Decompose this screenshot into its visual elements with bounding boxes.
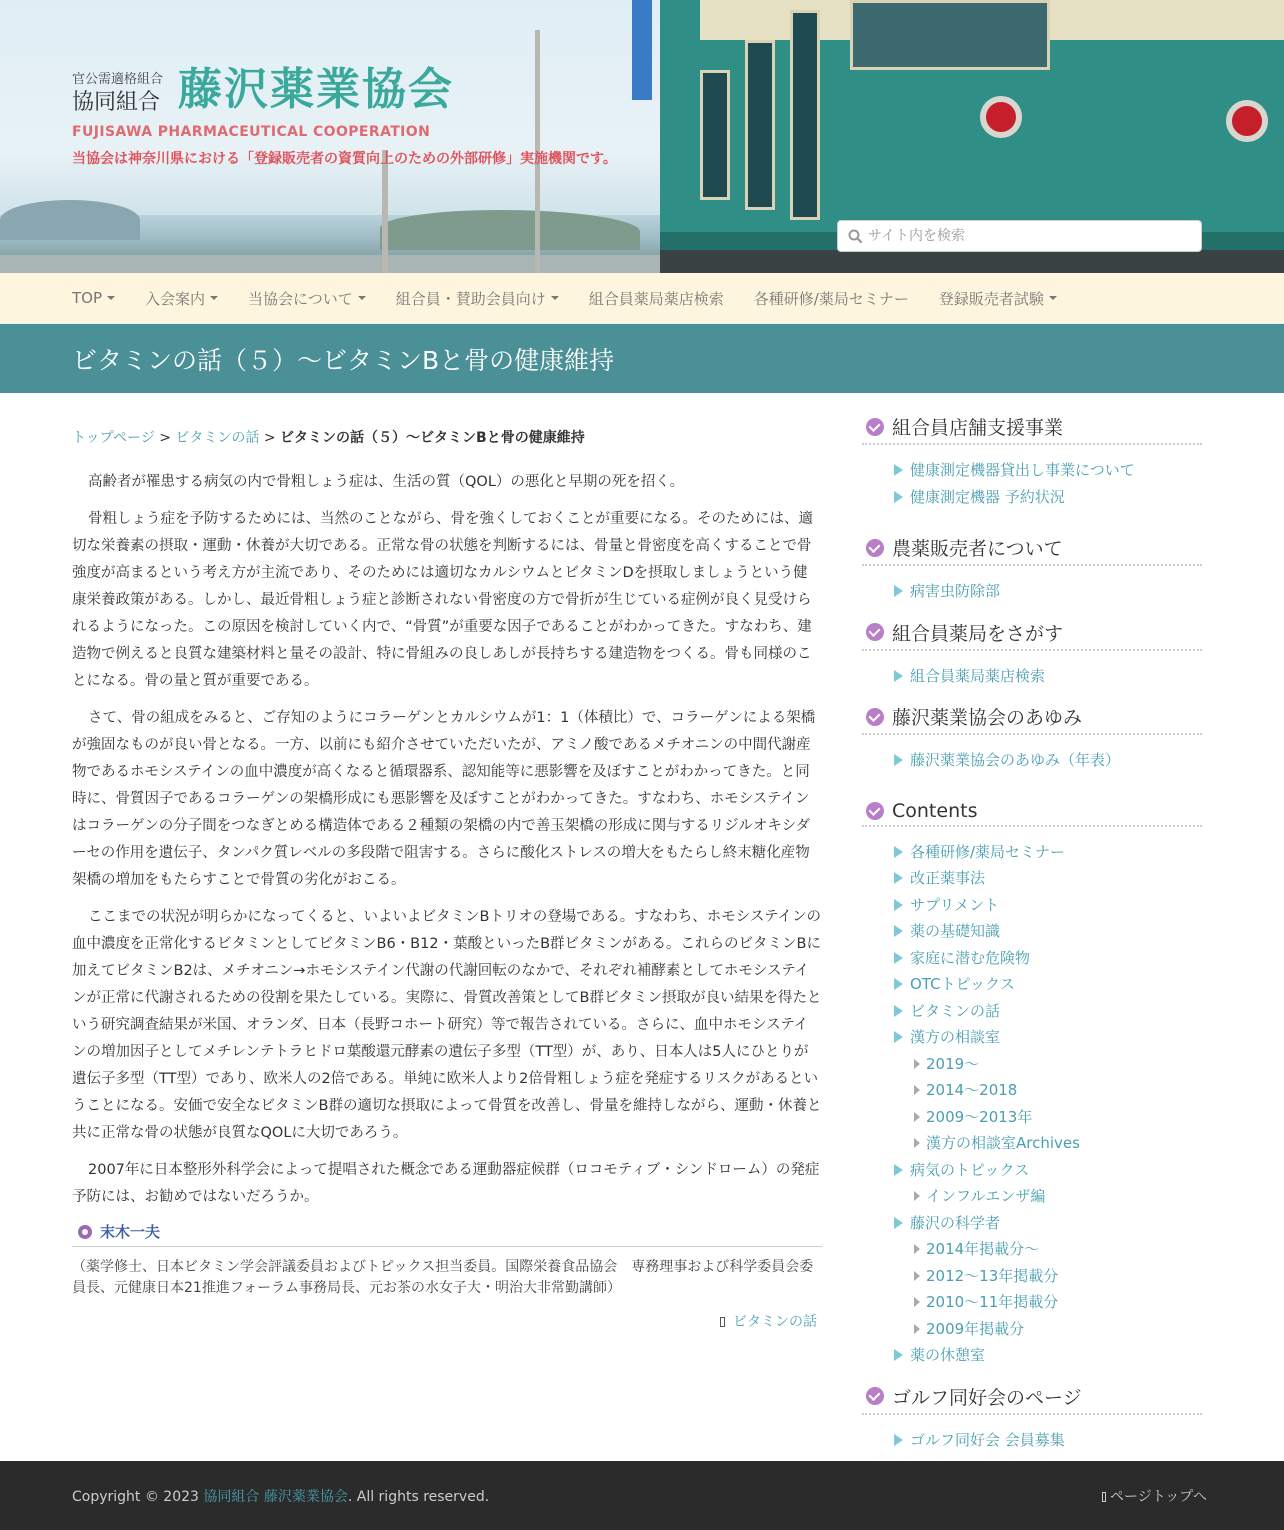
sidebar-link-label: 病気のトピックス	[910, 1160, 1030, 1179]
nav-item-label: TOP	[72, 289, 103, 307]
check-circle-icon	[866, 1387, 884, 1405]
triangle-right-icon	[894, 952, 903, 964]
copyright-prefix: Copyright © 2023	[72, 1488, 199, 1505]
author-name: 末木一夫	[100, 1223, 161, 1241]
header-photo-train-lamp	[1226, 100, 1268, 142]
sidebar-link[interactable]	[894, 865, 1202, 892]
sidebar-link-label: 薬の休憩室	[910, 1346, 986, 1364]
sidebar-link-label: 家庭に潜む危険物	[910, 948, 1031, 967]
author-heading	[72, 1221, 822, 1247]
header-photo-train-windshield	[850, 0, 1050, 70]
widget-title-text: Contents	[892, 799, 978, 822]
article-paragraph: 2007年に日本整形外科学会によって提唱された概念である運動器症候群（ロコモティブ・シンドローム）の発症予防には、お勧めではないだろうか。	[72, 1162, 820, 1205]
logo-org-type: 協同組合	[72, 90, 161, 115]
nav-item-label: 当協会について	[248, 289, 353, 308]
breadcrumb-home-link[interactable]: トップページ	[72, 430, 155, 446]
nav-item-top[interactable]	[72, 289, 115, 307]
widget-title-text: ゴルフ同好会のページ	[892, 1386, 1082, 1409]
category-link[interactable]: ビタミンの話	[733, 1314, 817, 1330]
sidebar-link[interactable]	[894, 1210, 1202, 1237]
triangle-right-icon	[894, 585, 903, 597]
site-header	[0, 0, 1284, 273]
nav-item-exam[interactable]	[939, 288, 1057, 309]
triangle-right-icon	[894, 1217, 903, 1229]
nav-item-label: 組合員・賛助会員向け	[395, 289, 546, 308]
sidebar-sublist	[894, 1236, 1202, 1342]
sidebar-sublink[interactable]	[914, 1183, 1045, 1210]
widget-title	[862, 619, 1202, 651]
sidebar-link-label: 組合員薬局薬店検索	[910, 666, 1046, 685]
widget-title	[862, 703, 1202, 735]
triangle-right-icon	[894, 1005, 903, 1017]
sidebar-widget	[862, 534, 1202, 605]
caret-down-icon	[1049, 296, 1057, 300]
sidebar-link[interactable]	[894, 457, 1202, 484]
header-photo-hill	[380, 210, 640, 250]
logo-english-name: FUJISAWA PHARMACEUTICAL COOPERATION	[72, 124, 431, 140]
sidebar-link-label: ビタミンの話	[910, 1001, 1001, 1020]
sidebar-link[interactable]	[894, 998, 1202, 1025]
page-title-band	[0, 324, 1284, 393]
triangle-right-icon	[894, 846, 903, 858]
sidebar-link-label: 健康測定機器 予約状況	[910, 487, 1065, 506]
nav-item-label: 入会案内	[145, 289, 206, 308]
widget-title	[862, 1383, 1202, 1415]
sidebar-link-label: 2010〜11年掲載分	[926, 1293, 1059, 1311]
sidebar-link[interactable]	[894, 1157, 1202, 1184]
caret-down-icon	[107, 296, 115, 300]
sidebar-widget	[862, 703, 1202, 774]
header-photo-sign	[632, 0, 652, 100]
article-paragraph: 高齢者が罹患する病気の内で骨粗しょう症は、生活の質（QOL）の悪化と早期の死を招く。	[88, 474, 685, 490]
triangle-right-icon	[894, 978, 903, 990]
widget-title-text: 農薬販売者について	[892, 538, 1063, 560]
triangle-right-icon	[894, 872, 903, 884]
widget-title-text: 組合員薬局をさがす	[892, 622, 1064, 645]
sidebar-link-label: ゴルフ同好会 会員募集	[910, 1430, 1065, 1449]
article	[72, 427, 822, 1331]
site-footer	[0, 1461, 1284, 1530]
sidebar	[862, 413, 1202, 1467]
nav-item-pharmacy-search[interactable]	[589, 288, 724, 309]
sidebar-sublink[interactable]	[914, 1104, 1080, 1131]
sidebar-link[interactable]	[894, 971, 1202, 998]
triangle-right-icon	[894, 899, 903, 911]
sidebar-link-label: 2014年掲載分〜	[926, 1240, 1040, 1258]
triangle-right-icon	[894, 464, 903, 476]
sidebar-link[interactable]	[894, 918, 1202, 945]
caret-down-icon	[551, 296, 559, 300]
sidebar-sublink[interactable]	[914, 1263, 1058, 1290]
triangle-right-icon	[914, 1138, 920, 1148]
author-description: （薬学修士、日本ビタミン学会評議委員およびトピックス担当委員。国際栄養食品協会 専務理事および科学委員会委員長、元健康日本21推進フォーラム事務局長、元お茶の水女子大・明治大非常勤講師）	[72, 1259, 814, 1296]
sidebar-link-label: 漢方の相談室Archives	[926, 1134, 1080, 1152]
sidebar-sublink[interactable]	[914, 1289, 1058, 1316]
triangle-right-icon	[914, 1112, 920, 1122]
triangle-right-icon	[894, 1031, 903, 1043]
sidebar-link-label: 病害虫防除部	[910, 582, 1001, 600]
sidebar-sublist	[894, 1051, 1202, 1157]
sidebar-link[interactable]	[894, 484, 1202, 511]
sidebar-link-label: 2019〜	[926, 1054, 980, 1073]
page-top-link[interactable]	[1102, 1486, 1212, 1506]
sidebar-widget	[862, 619, 1202, 690]
widget-title-text: 藤沢薬業協会のあゆみ	[892, 707, 1083, 729]
nav-item-seminars[interactable]	[754, 288, 909, 309]
page-top-label: ページトップへ	[1109, 1488, 1207, 1505]
sidebar-sublink[interactable]	[914, 1051, 1080, 1078]
footer-org-link[interactable]: 協同組合 藤沢薬業協会	[203, 1488, 348, 1505]
site-logo[interactable]	[72, 64, 454, 140]
site-search[interactable]	[837, 220, 1202, 252]
header-photo-road	[0, 255, 760, 273]
caret-down-icon	[358, 296, 366, 300]
header-photo-train-lamp	[980, 96, 1022, 138]
sidebar-link-label: インフルエンザ編	[926, 1187, 1046, 1205]
search-input[interactable]	[868, 221, 1198, 251]
caret-down-icon	[210, 296, 218, 300]
triangle-right-icon	[894, 1349, 903, 1361]
search-icon	[848, 229, 862, 243]
breadcrumb-separator: >	[159, 430, 171, 446]
header-photo-pole	[382, 150, 388, 273]
nav-item-membership[interactable]	[145, 288, 218, 309]
widget-title-text: 組合員店舗支援事業	[892, 417, 1064, 439]
widget-title	[862, 534, 1202, 566]
sidebar-link-label: サプリメント	[910, 895, 1000, 914]
article-category	[72, 1311, 822, 1331]
article-paragraph: ここまでの状況が明らかになってくると、いよいよビタミンBトリオの登場である。すなわち、ホモシステインの血中濃度を正常化するビタミンとしてビタミンB6・B12・葉酸といったB群ビタミンがある。これらのビタミンBに加えてビタミンB2は、メチオニン→ホモシステイン代謝の代謝回転のなかで、それぞれ補酵素としてホモシステインが正常に代謝されるための役割を果たしている。実際に、骨質改善策としてB群ビタミン摂取が良い結果を得たという研究調査結果が米国、オランダ、日本（長野コホート研究）等で報告されている。さらに、血中ホモシステインの増加因子としてメチレンテトラヒドロ葉酸還元酵素の遺伝子多型（TT型）が、あり、日本人は5人にひとりが遺伝子多型（TT型）であり、欧米人の2倍である。単純に欧米人より2倍骨粗しょう症を発症するリスクがあるということになる。安価で安全なビタミンB群の適切な摂取によって骨質を改善し、骨量を維持しながら、運動・休養と共に正常な骨の状態が良質なQOLに大切であろう。	[72, 909, 822, 1141]
sidebar-link[interactable]	[894, 578, 1202, 605]
folder-icon	[720, 1317, 725, 1327]
triangle-right-icon	[894, 754, 903, 766]
check-circle-icon	[866, 418, 884, 436]
sidebar-widget	[862, 413, 1202, 510]
breadcrumb-category-link[interactable]: ビタミンの話	[175, 430, 260, 446]
check-circle-icon	[866, 539, 884, 557]
triangle-right-icon	[894, 1434, 903, 1446]
copyright-suffix: . All rights reserved.	[347, 1488, 490, 1505]
check-circle-icon	[866, 623, 884, 641]
sidebar-sublink[interactable]	[914, 1236, 1058, 1263]
nav-item-members[interactable]	[396, 288, 559, 309]
check-circle-icon	[866, 708, 884, 726]
nav-item-label: 組合員薬局薬店検索	[588, 289, 724, 308]
copyright	[72, 1486, 489, 1506]
sidebar-link[interactable]	[894, 747, 1202, 774]
sidebar-link-label: 2009年掲載分	[926, 1319, 1025, 1338]
widget-title	[862, 800, 1202, 827]
article-paragraph: 骨粗しょう症を予防するためには、当然のことながら、骨を強くしておくことが重要になる。そのためには、適切な栄養素の摂取・運動・休養が大切である。正常な骨の状態を判断するには、骨量と骨密度を高くすることで骨強度が高まるという考え方が主流であり、そのためには適切なカルシウムとビタミンDを摂取しましょうという健康栄養政策がある。しかし、最近骨粗しょう症と診断されない骨密度の方で骨折が生じている症例が良く見受けられるようになった。この原因を検討していく内で、“骨質”が重要な因子であることがわかってきた。すなわち、建造物で例えると良質な建築材料と量その設計、特に骨組みの良しあしが長持ちする建造物をつくる。骨も同様のことになる。骨の量と質が重要である。	[72, 511, 813, 689]
triangle-right-icon	[914, 1085, 920, 1095]
header-photo-island	[0, 200, 140, 240]
sidebar-link[interactable]	[894, 839, 1202, 866]
sidebar-link[interactable]	[894, 1427, 1202, 1454]
sidebar-link-label: 2014〜2018	[926, 1081, 1018, 1099]
sidebar-widget	[862, 1383, 1202, 1454]
breadcrumb	[72, 427, 822, 447]
sidebar-link-label: 漢方の相談室	[910, 1028, 1001, 1046]
sidebar-link-label: 薬の基礎知識	[910, 922, 1001, 940]
breadcrumb-current: ビタミンの話（５）〜ビタミンBと骨の健康維持	[280, 430, 585, 446]
sidebar-link[interactable]	[894, 945, 1202, 972]
triangle-right-icon	[914, 1324, 920, 1334]
widget-title	[862, 413, 1202, 445]
sidebar-link-label: OTCトピックス	[910, 975, 1015, 993]
main-area	[0, 393, 1284, 1460]
header-photo-train-window	[745, 40, 775, 210]
bullet-circle-icon	[78, 1225, 92, 1239]
check-circle-icon	[866, 802, 884, 820]
triangle-right-icon	[914, 1244, 920, 1254]
nav-item-label: 登録販売者試験	[938, 289, 1044, 308]
sidebar-sublist	[894, 1183, 1202, 1210]
sidebar-link-label: 2012〜13年掲載分	[926, 1266, 1059, 1285]
sidebar-link-label: 2009〜2013年	[926, 1107, 1033, 1126]
sidebar-link-label: 改正薬事法	[910, 869, 986, 887]
header-photo-train-window	[700, 70, 730, 200]
sidebar-link-label: 藤沢薬業協会のあゆみ（年表）	[910, 751, 1121, 769]
site-tagline: 当協会は神奈川県における「登録販売者の資質向上のための外部研修」実施機関です。	[72, 151, 617, 167]
article-paragraph: さて、骨の組成をみると、ご存知のようにコラーゲンとカルシウムが1：1（体積比）で、コラーゲンによる架橋が強固なものが良い骨となる。一方、以前にも紹介させていただいたが、アミノ酸であるメチオニンの中間代謝産物であるホモシステインの血中濃度が高くなると循環器系、認知能等に悪影響を及ぼすことがわかってきた。と同時に、骨質因子であるコラーゲンの架橋形成にも悪影響を及ぼすことがわかってきた。すなわち、ホモシステインはコラーゲンの分子間をつなぎとめる構造体である２種類の架橋の内で善玉架橋の形成に関与するリジルオキシダーセの作用を遺伝子、タンパク質レベルの多段階で阻害する。さらに酸化ストレスの増大をもたらし終末糖化産物架橋の増加をもたらすことで骨質の劣化がおこる。	[72, 710, 816, 888]
sidebar-widget-contents	[862, 800, 1202, 1369]
nav-item-label: 各種研修/薬局セミナー	[753, 289, 909, 308]
triangle-right-icon	[894, 670, 903, 682]
sidebar-sublink[interactable]	[914, 1077, 1080, 1104]
sidebar-link-label: 藤沢の科学者	[910, 1213, 1001, 1232]
page-title: ビタミンの話（５）〜ビタミンBと骨の健康維持	[72, 345, 615, 375]
triangle-right-icon	[914, 1297, 920, 1307]
nav-item-about[interactable]	[248, 288, 366, 309]
triangle-right-icon	[914, 1271, 920, 1281]
sidebar-link[interactable]	[894, 1024, 1202, 1051]
sidebar-link-label: 各種研修/薬局セミナー	[910, 842, 1066, 861]
sidebar-sublink[interactable]	[914, 1130, 1080, 1157]
arrow-up-icon	[1102, 1492, 1106, 1502]
sidebar-link[interactable]	[894, 663, 1202, 690]
header-photo-train-underbody	[660, 250, 1284, 273]
triangle-right-icon	[894, 1164, 903, 1176]
triangle-right-icon	[914, 1059, 920, 1069]
header-photo-train-window	[790, 10, 820, 220]
logo-name: 藤沢薬業協会	[178, 64, 454, 115]
triangle-right-icon	[894, 491, 903, 503]
triangle-right-icon	[914, 1191, 920, 1201]
sidebar-sublink[interactable]	[914, 1316, 1058, 1343]
triangle-right-icon	[894, 925, 903, 937]
sidebar-link[interactable]	[894, 892, 1202, 919]
sidebar-link-label: 健康測定機器貸出し事業について	[910, 461, 1135, 479]
breadcrumb-separator: >	[263, 430, 276, 446]
sidebar-link[interactable]	[894, 1342, 1202, 1369]
logo-subtitle: 官公需適格組合	[72, 72, 164, 87]
main-nav	[0, 273, 1284, 324]
